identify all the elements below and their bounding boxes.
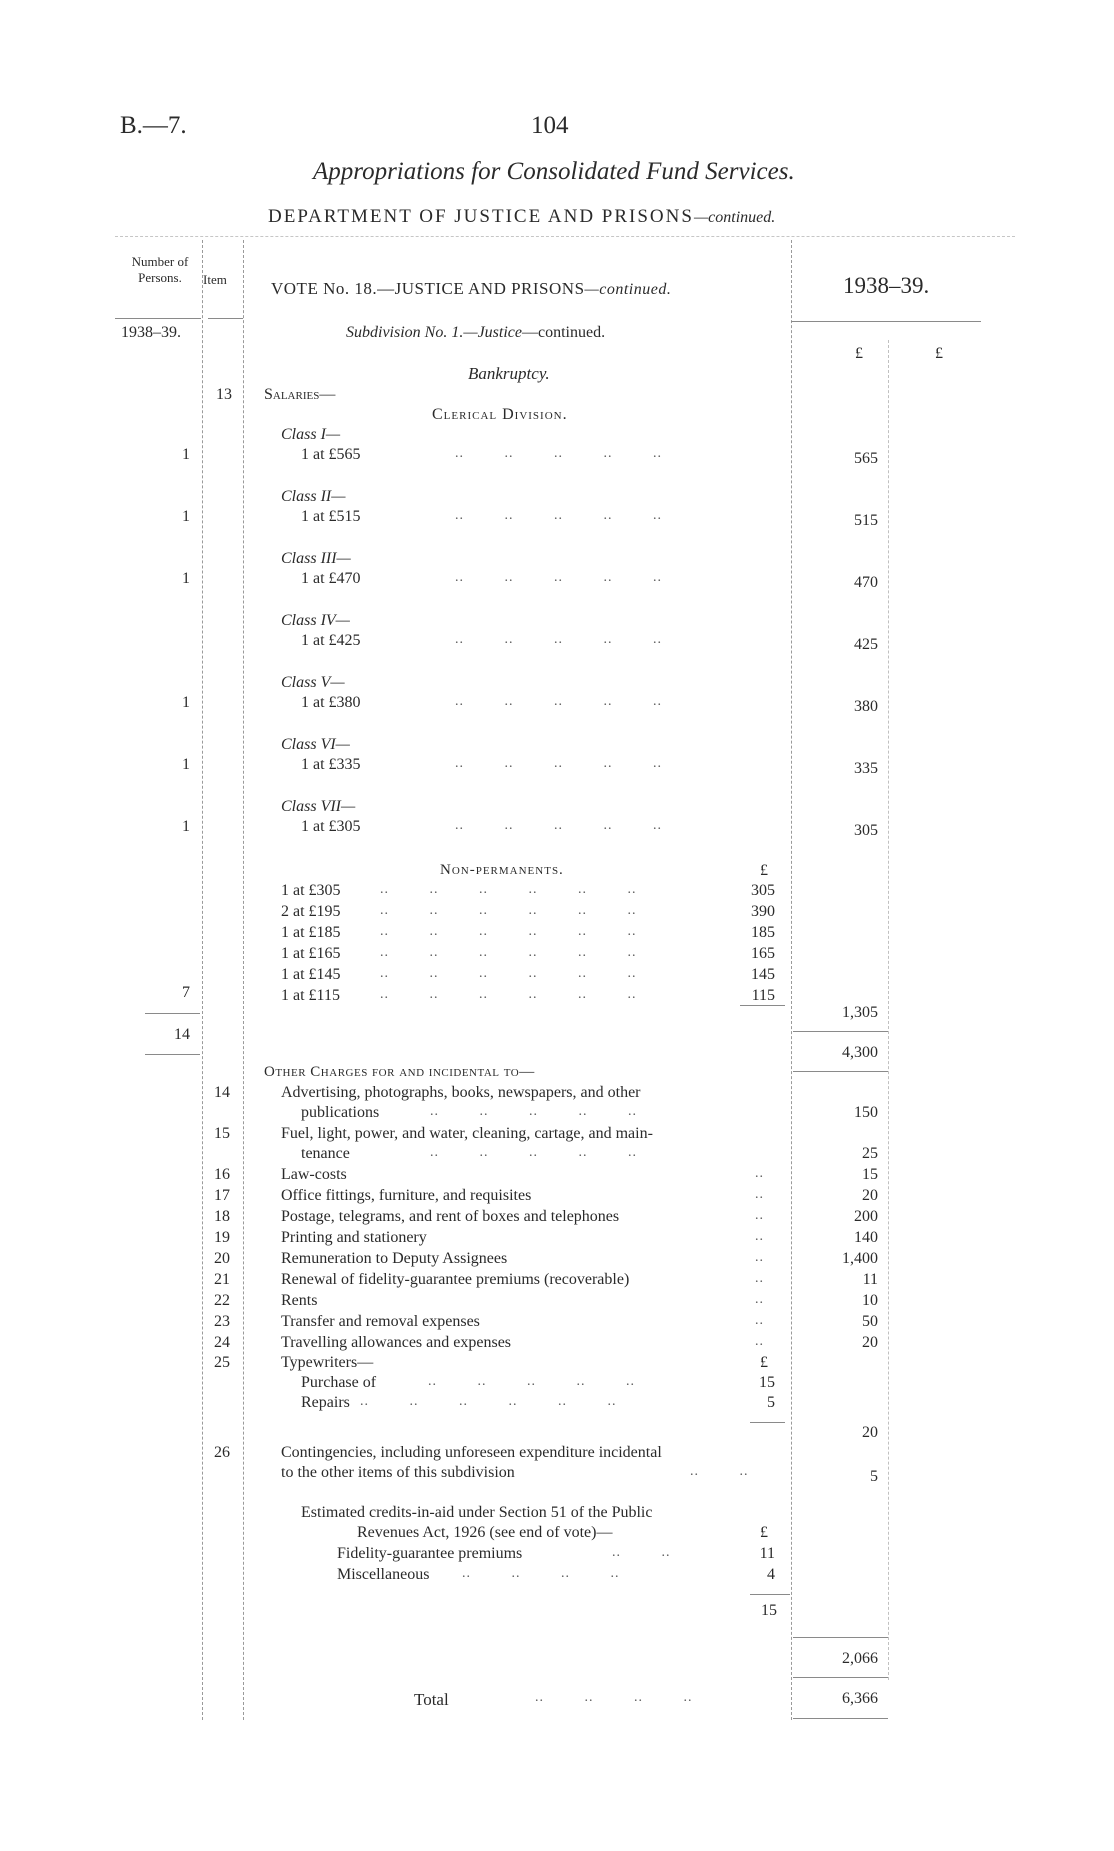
class-rate: 1 at £380 bbox=[301, 694, 361, 711]
charge-amount: 200 bbox=[854, 1208, 878, 1225]
item-header-rule bbox=[208, 318, 243, 319]
charge-leader: .. bbox=[755, 1166, 764, 1181]
class-rate: 1 at £565 bbox=[301, 446, 361, 463]
vote-title: VOTE No. 18.—JUSTICE AND PRISONS—continued. bbox=[271, 279, 672, 298]
charge-description: Postage, telegrams, and rent of boxes and telephones bbox=[281, 1208, 620, 1225]
non-permanent-rate: 1 at £115 bbox=[281, 987, 340, 1004]
typewriters-item-number: 25 bbox=[214, 1354, 230, 1371]
page-title: Appropriations for Consolidated Fund Services. bbox=[313, 158, 795, 185]
class-persons: 1 bbox=[182, 508, 190, 525]
charge-description: Office fittings, furniture, and requisites bbox=[281, 1187, 532, 1204]
credits-fidelity-leader: .. .. bbox=[612, 1545, 671, 1560]
credits-fidelity-label: Fidelity-guarantee premiums bbox=[337, 1545, 523, 1562]
charge-item-number: 20 bbox=[214, 1250, 230, 1267]
credits-misc-leader: .. .. .. .. bbox=[462, 1566, 620, 1581]
typewriters-repairs-leader: .. .. .. .. .. .. bbox=[360, 1394, 617, 1409]
typewriters-total: 20 bbox=[862, 1424, 878, 1441]
charge-amount: 10 bbox=[862, 1292, 878, 1309]
year-subcolumn-rule bbox=[888, 340, 889, 1680]
class-persons: 1 bbox=[182, 694, 190, 711]
persons-header-rule bbox=[115, 318, 201, 319]
charge-amount: 20 bbox=[862, 1334, 878, 1351]
charge-leader: .. .. .. .. .. bbox=[430, 1104, 637, 1119]
persons-column-header: Number of Persons. bbox=[131, 254, 189, 285]
charge-item-number: 21 bbox=[214, 1271, 230, 1288]
class-leader: .. .. .. .. .. bbox=[455, 632, 662, 647]
charge-item-number: 15 bbox=[214, 1125, 230, 1142]
charge-leader: .. bbox=[755, 1292, 764, 1307]
contingencies-leader: .. .. bbox=[690, 1464, 749, 1479]
year-header-rule bbox=[791, 321, 981, 322]
class-amount: 515 bbox=[854, 512, 878, 529]
typewriters-purchase-amount: 15 bbox=[759, 1374, 775, 1391]
class-persons: 1 bbox=[182, 446, 190, 463]
class-persons: 1 bbox=[182, 818, 190, 835]
charge-amount: 50 bbox=[862, 1313, 878, 1330]
class-amount: 305 bbox=[854, 822, 878, 839]
charge-amount: 20 bbox=[862, 1187, 878, 1204]
item-column-header: Item bbox=[203, 272, 227, 287]
charge-description: Transfer and removal expenses bbox=[281, 1313, 480, 1330]
non-permanent-amount: 165 bbox=[751, 945, 775, 962]
persons-column-rule bbox=[202, 240, 203, 1720]
class-amount: 470 bbox=[854, 574, 878, 591]
salaries-total-rule-bottom bbox=[793, 1071, 888, 1072]
charge-leader: .. bbox=[755, 1208, 764, 1223]
class-rate: 1 at £305 bbox=[301, 818, 361, 835]
credits-misc-amount: 4 bbox=[767, 1566, 775, 1583]
class-leader: .. .. .. .. .. bbox=[455, 756, 662, 771]
credits-pound-marker: £ bbox=[760, 1524, 768, 1541]
department-heading: DEPARTMENT OF JUSTICE AND PRISONS—continued. bbox=[268, 206, 776, 227]
charge-description: Advertising, photographs, books, newspapers, and other bbox=[281, 1084, 641, 1101]
non-permanents-subtotal: 1,305 bbox=[842, 1004, 878, 1021]
non-permanent-rate: 2 at £195 bbox=[281, 903, 341, 920]
class-name: Class II— bbox=[281, 488, 346, 505]
typewriters-repairs-label: Repairs bbox=[301, 1394, 350, 1411]
charge-description: Fuel, light, power, and water, cleaning, cartage, and main- bbox=[281, 1125, 653, 1142]
non-permanents-persons: 7 bbox=[182, 984, 190, 1001]
non-permanent-rate: 1 at £165 bbox=[281, 945, 341, 962]
contingencies-amount: 5 bbox=[870, 1468, 878, 1485]
class-persons: 1 bbox=[182, 570, 190, 587]
other-charges-total: 2,066 bbox=[842, 1650, 878, 1667]
salaries-heading: Salaries— bbox=[264, 386, 336, 403]
class-leader: .. .. .. .. .. bbox=[455, 446, 662, 461]
class-amount: 425 bbox=[854, 636, 878, 653]
charge-description: Renewal of fidelity-guarantee premiums (recoverable) bbox=[281, 1271, 630, 1288]
grand-total-label: Total bbox=[414, 1690, 449, 1709]
typewriters-purchase-label: Purchase of bbox=[301, 1374, 377, 1391]
credits-line1: Estimated credits-in-aid under Section 51 of the Public bbox=[301, 1504, 653, 1521]
class-name: Class V— bbox=[281, 674, 345, 691]
credits-fidelity-amount: 11 bbox=[759, 1545, 775, 1562]
charge-leader: .. bbox=[755, 1250, 764, 1265]
charge-amount: 11 bbox=[862, 1271, 878, 1288]
year-column-rule bbox=[791, 240, 792, 1720]
year-column-header: 1938–39. bbox=[843, 273, 930, 298]
typewriters-repairs-amount: 5 bbox=[767, 1394, 775, 1411]
non-permanent-leader: .. .. .. .. .. .. bbox=[380, 903, 637, 918]
salaries-total-rule bbox=[793, 1031, 888, 1032]
charge-amount: 25 bbox=[862, 1145, 878, 1162]
non-permanent-leader: .. .. .. .. .. .. bbox=[380, 945, 637, 960]
non-permanent-amount: 390 bbox=[751, 903, 775, 920]
persons-total-rule-top bbox=[145, 1013, 200, 1014]
charge-amount: 1,400 bbox=[842, 1250, 878, 1267]
charge-description-cont: tenance bbox=[301, 1145, 350, 1162]
class-leader: .. .. .. .. .. bbox=[455, 818, 662, 833]
non-permanent-rate: 1 at £305 bbox=[281, 882, 341, 899]
charge-leader: .. .. .. .. .. bbox=[430, 1145, 637, 1160]
charge-item-number: 23 bbox=[214, 1313, 230, 1330]
typewriters-label: Typewriters— bbox=[281, 1354, 374, 1371]
class-name: Class VII— bbox=[281, 798, 356, 815]
class-amount: 565 bbox=[854, 450, 878, 467]
contingencies-line1: Contingencies, including unforeseen expenditure incidental bbox=[281, 1444, 662, 1461]
class-persons: 1 bbox=[182, 756, 190, 773]
contingencies-line2: to the other items of this subdivision bbox=[281, 1464, 515, 1481]
persons-year-label: 1938–39. bbox=[121, 324, 181, 341]
typewriters-rule bbox=[750, 1422, 785, 1423]
charge-item-number: 17 bbox=[214, 1187, 230, 1204]
charge-description: Travelling allowances and expenses bbox=[281, 1334, 512, 1351]
charge-description-cont: publications bbox=[301, 1104, 380, 1121]
other-charges-total-rule bbox=[793, 1637, 888, 1638]
non-permanent-amount: 305 bbox=[751, 882, 775, 899]
class-rate: 1 at £335 bbox=[301, 756, 361, 773]
class-name: Class I— bbox=[281, 426, 341, 443]
bankruptcy-heading: Bankruptcy. bbox=[468, 364, 550, 383]
subdivision-heading: Subdivision No. 1.—Justice—continued. bbox=[346, 324, 606, 341]
charge-item-number: 24 bbox=[214, 1334, 230, 1351]
credits-misc-label: Miscellaneous bbox=[337, 1566, 430, 1583]
grand-total-leader: .. .. .. .. bbox=[535, 1690, 693, 1705]
charge-item-number: 18 bbox=[214, 1208, 230, 1225]
contingencies-item-number: 26 bbox=[214, 1444, 230, 1461]
non-permanent-leader: .. .. .. .. .. .. bbox=[380, 882, 637, 897]
item-column-rule bbox=[243, 240, 244, 1720]
page-reference: B.—7. bbox=[120, 112, 187, 139]
charge-item-number: 16 bbox=[214, 1166, 230, 1183]
class-name: Class IV— bbox=[281, 612, 350, 629]
class-rate: 1 at £425 bbox=[301, 632, 361, 649]
charge-leader: .. bbox=[755, 1187, 764, 1202]
charge-item-number: 14 bbox=[214, 1084, 230, 1101]
class-leader: .. .. .. .. .. bbox=[455, 570, 662, 585]
charge-leader: .. bbox=[755, 1334, 764, 1349]
non-permanents-pound-marker: £ bbox=[760, 862, 768, 879]
non-permanent-amount: 145 bbox=[751, 966, 775, 983]
page-number: 104 bbox=[531, 112, 569, 139]
credits-rule bbox=[750, 1594, 790, 1595]
clerical-division-heading: Clerical Division. bbox=[432, 406, 568, 423]
non-permanent-rate: 1 at £145 bbox=[281, 966, 341, 983]
charge-description: Law-costs bbox=[281, 1166, 347, 1183]
credits-line2: Revenues Act, 1926 (see end of vote)— bbox=[357, 1524, 613, 1541]
charge-description: Remuneration to Deputy Assignees bbox=[281, 1250, 508, 1267]
charge-leader: .. bbox=[755, 1271, 764, 1286]
other-charges-heading: Other Charges for and incidental to— bbox=[264, 1064, 535, 1080]
charge-item-number: 19 bbox=[214, 1229, 230, 1246]
salaries-total-amount: 4,300 bbox=[842, 1044, 878, 1061]
credits-total: 15 bbox=[761, 1602, 777, 1619]
header-top-rule bbox=[115, 236, 1015, 237]
charge-description: Rents bbox=[281, 1292, 318, 1309]
non-permanent-amount: 115 bbox=[751, 987, 775, 1004]
grand-total-amount: 6,366 bbox=[842, 1690, 878, 1707]
non-permanents-heading: Non-permanents. bbox=[440, 862, 564, 878]
grand-total-rule-bottom bbox=[793, 1718, 888, 1719]
salaries-item-number: 13 bbox=[216, 386, 232, 403]
persons-total: 14 bbox=[174, 1026, 190, 1043]
charge-item-number: 22 bbox=[214, 1292, 230, 1309]
grand-total-rule-top bbox=[793, 1677, 888, 1678]
charge-amount: 140 bbox=[854, 1229, 878, 1246]
typewriters-purchase-leader: .. .. .. .. .. bbox=[428, 1374, 635, 1389]
persons-total-rule-bottom bbox=[145, 1054, 200, 1055]
non-permanents-rule bbox=[740, 1005, 785, 1006]
charge-leader: .. bbox=[755, 1313, 764, 1328]
charge-amount: 15 bbox=[862, 1166, 878, 1183]
non-permanent-leader: .. .. .. .. .. .. bbox=[380, 987, 637, 1002]
charge-leader: .. bbox=[755, 1229, 764, 1244]
class-leader: .. .. .. .. .. bbox=[455, 508, 662, 523]
class-name: Class III— bbox=[281, 550, 351, 567]
class-rate: 1 at £470 bbox=[301, 570, 361, 587]
class-amount: 380 bbox=[854, 698, 878, 715]
class-rate: 1 at £515 bbox=[301, 508, 361, 525]
non-permanent-leader: .. .. .. .. .. .. bbox=[380, 924, 637, 939]
charge-description: Printing and stationery bbox=[281, 1229, 427, 1246]
typewriters-pound-marker: £ bbox=[760, 1354, 768, 1371]
class-name: Class VI— bbox=[281, 736, 350, 753]
charge-amount: 150 bbox=[854, 1104, 878, 1121]
class-amount: 335 bbox=[854, 760, 878, 777]
pound-column-marker-2: £ bbox=[935, 345, 943, 362]
pound-column-marker: £ bbox=[855, 345, 863, 362]
non-permanent-rate: 1 at £185 bbox=[281, 924, 341, 941]
non-permanent-leader: .. .. .. .. .. .. bbox=[380, 966, 637, 981]
class-leader: .. .. .. .. .. bbox=[455, 694, 662, 709]
non-permanent-amount: 185 bbox=[751, 924, 775, 941]
